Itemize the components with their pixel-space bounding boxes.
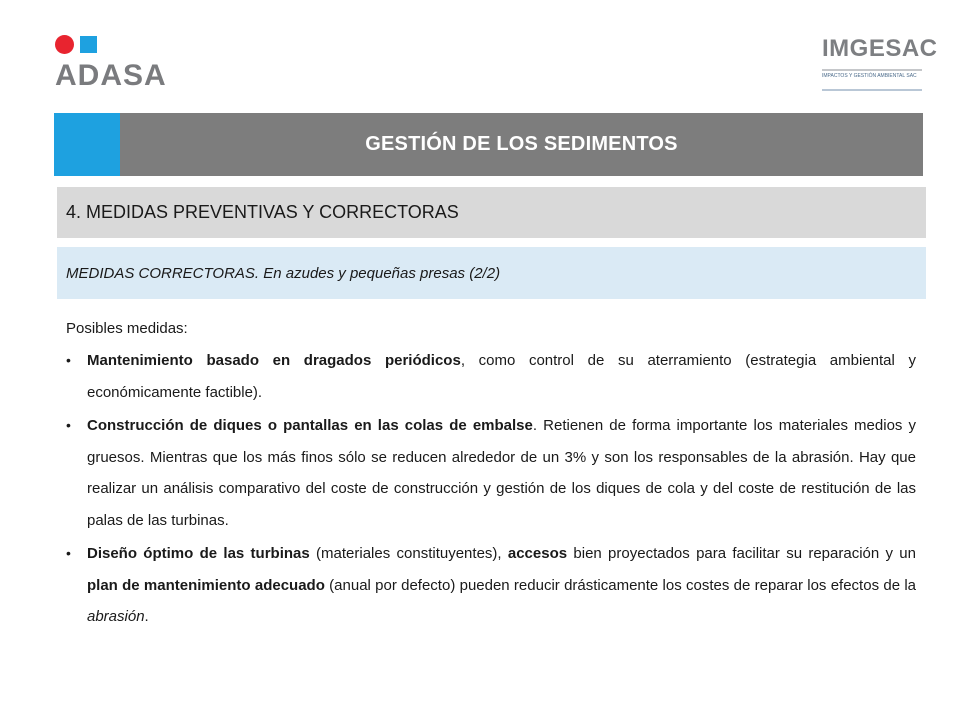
subsection-band xyxy=(57,247,926,299)
section-band xyxy=(57,187,926,238)
title-band xyxy=(54,113,923,176)
logo-blue-square-icon xyxy=(80,36,97,53)
bullet-item xyxy=(66,538,916,633)
bullet-text: . Retienen de forma importante los materiales medios y gruesos. Mientras que los más finos sólo se reducen alrededor de un 3% y son los responsables de la abrasión. Hay que realizar un análisis comparativo del coste de construcción y gestión de los diques de cola y del coste de restitución de las palas de las turbinas. xyxy=(87,417,917,529)
bullet-marker: • xyxy=(66,545,71,561)
bullet-text: , como control de su aterramiento (estrategia ambiental y económicamente factible). xyxy=(87,352,916,401)
bullet-bold-text: Construcción de diques o pantallas en las colas de embalse xyxy=(87,417,533,434)
logo-divider xyxy=(822,69,922,71)
bullet-text: . xyxy=(144,608,149,625)
imgesac-logo xyxy=(820,35,938,95)
adasa-logo-text: ADASA xyxy=(55,59,167,92)
subsection-title: MEDIDAS CORRECTORAS. En azudes y pequeñas presas (2/2) xyxy=(66,264,501,282)
bullet-bold-text: plan de mantenimiento adecuado xyxy=(87,576,325,594)
intro-text: Posibles medidas: xyxy=(66,320,188,337)
title-accent-block xyxy=(54,113,120,176)
bullet-bold-text: Mantenimiento basado en dragados periódicos xyxy=(87,352,461,369)
imgesac-logo-text: IMGESAC xyxy=(822,35,938,62)
bullet-bold-text: accesos xyxy=(507,545,568,562)
bullet-text: (materiales constituyentes), xyxy=(309,545,508,562)
logo-red-circle-icon xyxy=(55,35,74,54)
bullet-marker: • xyxy=(66,417,71,433)
slide-body xyxy=(66,316,916,635)
imgesac-tagline: IMPACTOS Y GESTIÓN AMBIENTAL SAC xyxy=(822,73,917,79)
bullet-text: bien proyectados para facilitar su reparación y un xyxy=(567,545,916,562)
bullet-marker: • xyxy=(66,352,71,368)
section-title: 4. MEDIDAS PREVENTIVAS Y CORRECTORAS xyxy=(66,202,459,222)
logo-divider xyxy=(822,89,922,91)
bullet-item xyxy=(66,410,916,536)
page-title: GESTIÓN DE LOS SEDIMENTOS xyxy=(365,133,678,155)
bullet-italic-text: abrasión xyxy=(87,608,145,625)
adasa-logo xyxy=(55,33,175,95)
bullet-bold-text: Diseño óptimo de las turbinas xyxy=(87,545,310,562)
bullet-item xyxy=(66,345,916,408)
bullet-text: (anual por defecto) pueden reducir drásticamente los costes de reparar los efectos de la xyxy=(324,576,916,594)
